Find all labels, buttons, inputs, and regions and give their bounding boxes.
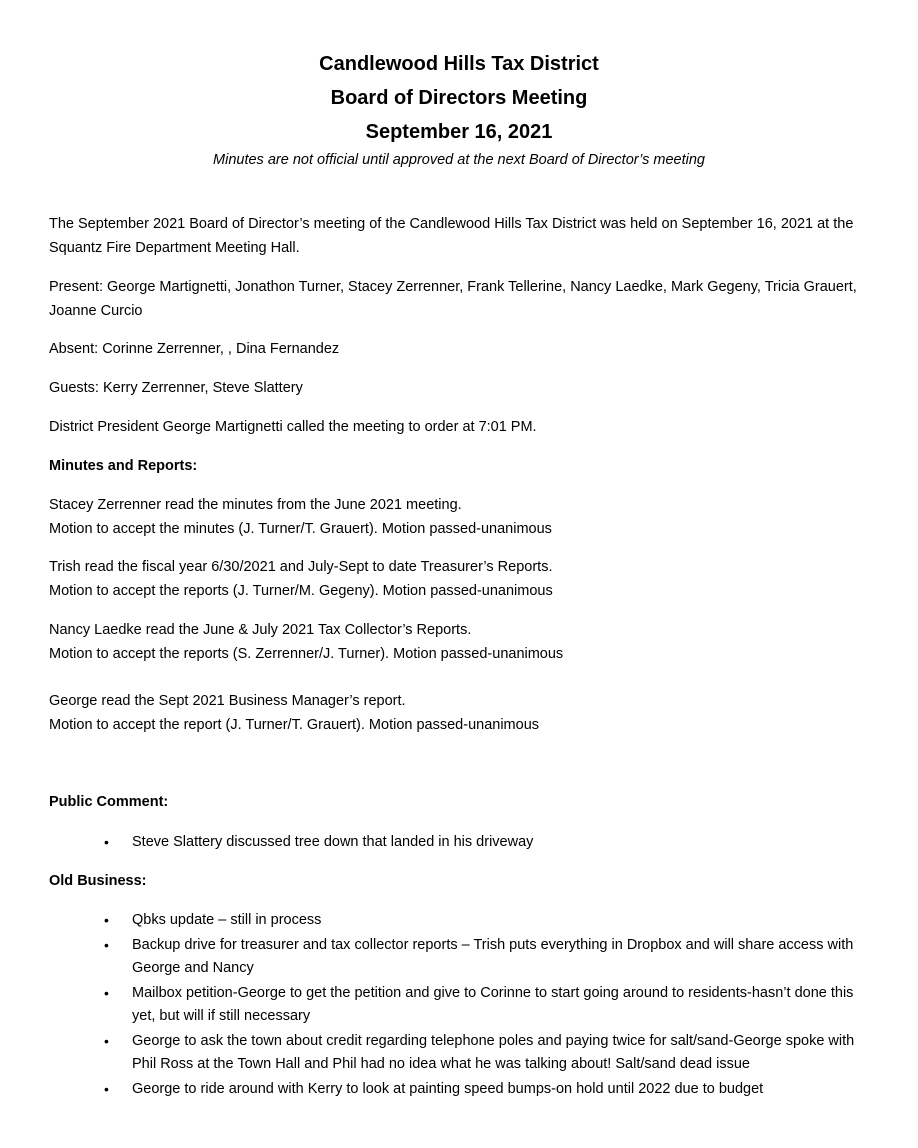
bullet-icon: • (104, 1032, 109, 1049)
list-item (49, 831, 879, 855)
list-item-text: Backup drive for treasurer and tax collector reports – Trish puts everything in Dropbox and will share access with George and Nancy (132, 936, 854, 976)
list-item (49, 909, 879, 933)
list-item (49, 1078, 879, 1102)
list-item-text: George to ride around with Kerry to look at painting speed bumps-on hold until 2022 due to budget (132, 1080, 764, 1097)
public-comment-heading: Public Comment: (49, 794, 169, 810)
meeting-date: September 16, 2021 (365, 121, 553, 143)
old-business-heading: Old Business: (49, 873, 147, 889)
list-item (49, 934, 879, 981)
old-business-list (49, 909, 879, 1102)
report-block (49, 556, 879, 603)
motion-line: Motion to accept the reports (J. Turner/M. Gegeny). Motion passed-unanimous (49, 582, 553, 599)
document-header (0, 47, 918, 171)
guests-paragraph: Guests: Kerry Zerrenner, Steve Slattery (49, 380, 303, 396)
motion-line: Motion to accept the minutes (J. Turner/T. Grauert). Motion passed-unanimous (49, 520, 552, 537)
report-line: George read the Sept 2021 Business Manager’s report. (49, 693, 406, 709)
public-comment-list (49, 831, 879, 856)
report-line: Trish read the fiscal year 6/30/2021 and July-Sept to date Treasurer’s Reports. (49, 559, 553, 575)
bullet-icon: • (104, 1080, 109, 1097)
district-title: Candlewood Hills Tax District (319, 53, 599, 75)
present-paragraph: Present: George Martignetti, Jonathon Turner, Stacey Zerrenner, Frank Tellerine, Nancy Laedke, Mark Gegeny, Tricia Grauert, Joanne Curcio (49, 279, 857, 319)
list-item-text: Mailbox petition-George to get the petition and give to Corinne to start going around to residents-hasn’t done this yet, but will if still necessary (132, 984, 854, 1024)
bullet-icon: • (104, 984, 109, 1001)
bullet-icon: • (104, 912, 109, 928)
meeting-title: Board of Directors Meeting (330, 87, 588, 109)
bullet-icon: • (104, 834, 109, 850)
list-item (49, 982, 879, 1029)
list-item-text: George to ask the town about credit regarding telephone poles and paying twice for salt/sand-George spoke with Phil Ross at the Town Hall and Phil had no idea what he was talking about! Salt/sand dead issue (132, 1032, 855, 1072)
bullet-icon: • (104, 936, 109, 953)
list-item-text: Qbks update – still in process (132, 912, 322, 928)
report-block (49, 619, 879, 666)
motion-line: Motion to accept the reports (S. Zerrenner/J. Turner). Motion passed-unanimous (49, 645, 564, 662)
list-item-text: Steve Slattery discussed tree down that landed in his driveway (132, 834, 534, 850)
motion-line: Motion to accept the report (J. Turner/T. Grauert). Motion passed-unanimous (49, 716, 540, 733)
call-to-order-paragraph: District President George Martignetti called the meeting to order at 7:01 PM. (49, 419, 537, 435)
report-line: Nancy Laedke read the June & July 2021 Tax Collector’s Reports. (49, 622, 472, 638)
report-block (49, 690, 879, 737)
intro-paragraph: The September 2021 Board of Director’s meeting of the Candlewood Hills Tax District was held on September 16, 2021 at the Squantz Fire Department Meeting Hall. (49, 216, 854, 256)
report-line: Stacey Zerrenner read the minutes from the June 2021 meeting. (49, 497, 462, 513)
absent-paragraph: Absent: Corinne Zerrenner, , Dina Fernandez (49, 341, 340, 357)
report-block (49, 494, 879, 541)
list-item (49, 1030, 879, 1077)
minutes-reports-heading: Minutes and Reports: (49, 458, 198, 474)
official-note: Minutes are not official until approved at the next Board of Director’s meeting (213, 152, 705, 168)
